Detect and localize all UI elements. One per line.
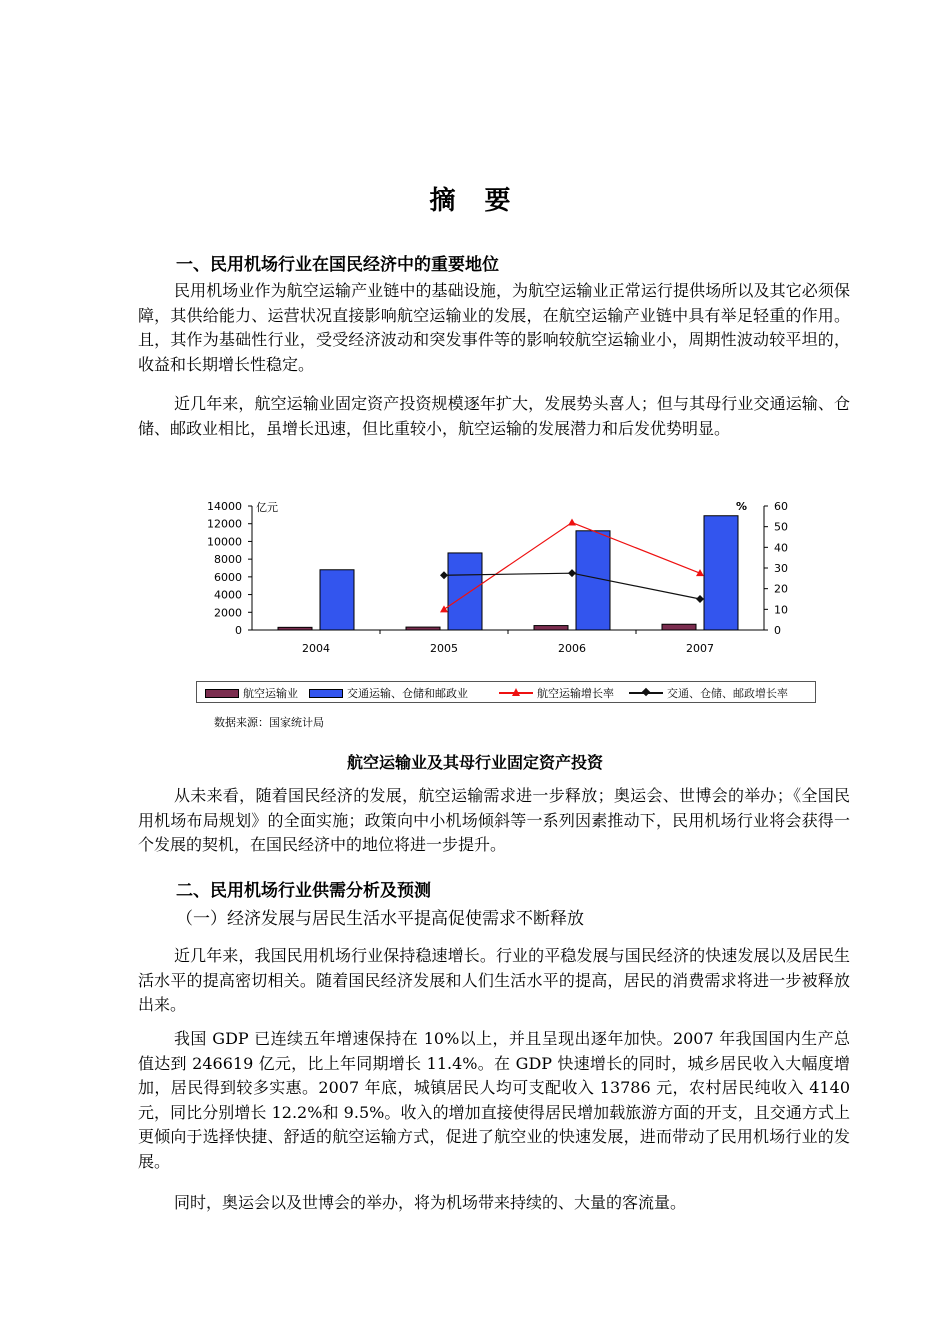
right-tick-label: 30: [774, 562, 788, 575]
bar-aviation: [534, 626, 568, 630]
legend-label-transport-growth: 交通、仓储、邮政增长率: [667, 687, 788, 700]
left-tick-label: 14000: [207, 500, 242, 513]
left-tick-label: 10000: [207, 535, 242, 549]
point-transport-growth: [568, 569, 576, 577]
point-aviation-growth: [440, 605, 448, 612]
legend-item-aviation-growth: [499, 685, 614, 701]
left-tick-label: 0: [235, 624, 242, 637]
section1-paragraph-1: 民用机场业作为航空运输产业链中的基础设施，为航空运输业正常运行提供场所以及其它必须保障，其供给能力、运营状况直接影响航空运输业的发展，在航空运输产业链中具有举足轻重的作用。且，其作为基础性行业，受受经济波动和突发事件等的影响较航空运输业小，周期性波动较平坦的，收益和长期增长性稳定。: [138, 281, 850, 374]
chart-legend: [196, 681, 816, 703]
section1-heading: 一、民用机场行业在国民经济中的重要地位: [176, 255, 499, 275]
section2-subheading: （一）经济发展与居民生活水平提高促使需求不断释放: [176, 909, 584, 929]
left-tick-label: 8000: [214, 553, 242, 567]
right-axis-unit: %: [736, 500, 748, 513]
outlook-paragraph: 从未来看，随着国民经济的发展，航空运输需求进一步释放；奥运会、世博会的举办；《全国民用机场布局规划》的全面实施；政策向中小机场倾斜等一系列因素推动下，民用机场行业将会获得一个发展的契机，在国民经济中的地位将进一步提升。: [138, 786, 850, 854]
section2-paragraph-1: 近几年来，我国民用机场行业保持稳速增长。行业的平稳发展与国民经济的快速发展以及居民生活水平的提高密切相关。随着国民经济发展和人们生活水平的提高，居民的消费需求将进一步被释放出来。: [138, 946, 850, 1014]
legend-swatch-aviation: [205, 689, 239, 698]
investment-chart: [196, 494, 796, 666]
section2-paragraph-3: 同时，奥运会以及世博会的举办，将为机场带来持续的、大量的客流量。: [174, 1193, 687, 1212]
legend-label-transport: 交通运输、仓储和邮政业: [347, 687, 468, 700]
bar-aviation: [406, 627, 440, 630]
x-tick-label: 2004: [302, 642, 330, 655]
left-axis-unit: 亿元: [256, 501, 278, 514]
page-title: 摘 要: [429, 186, 521, 216]
section2-paragraph-2: 我国 GDP 已连续五年增速保持在 10%以上，并且呈现出逐年加快。2007 年我国国内生产总值达到 246619 亿元，比上年同期增长 11.4%。在 GDP 快速增长的同时，城乡居民收入大幅度增加，居民得到较多实惠。2007 年底，城镇居民人均可支配收入 13786 元，农村居民纯收入 4140 元，同比分别增长 12.2%和 9.5%。收入的增加直接使得居民增加载旅游方面的开支，且交通方式上更倾向于选择快捷、舒适的航空运输方式，促进了航空业的快速发展，进而带动了民用机场行业的发展。: [138, 1029, 850, 1171]
bar-aviation: [662, 624, 696, 630]
left-tick-label: 2000: [214, 606, 242, 620]
right-tick-label: 20: [774, 582, 788, 596]
point-transport-growth: [440, 571, 448, 579]
x-tick-label: 2005: [430, 642, 458, 655]
point-transport-growth: [696, 595, 704, 603]
right-tick-label: 10: [774, 603, 788, 617]
left-tick-label: 12000: [207, 517, 242, 531]
legend-diamond-icon: [629, 687, 663, 699]
bar-transport: [448, 553, 482, 630]
point-aviation-growth: [568, 519, 576, 526]
bar-transport: [704, 516, 738, 630]
right-tick-label: 0: [774, 624, 781, 637]
right-tick-label: 60: [774, 500, 788, 513]
legend-label-aviation-growth: 航空运输增长率: [537, 687, 614, 700]
legend-swatch-transport: [309, 689, 343, 698]
bar-transport: [320, 570, 354, 630]
data-source: 数据来源：国家统计局: [214, 716, 324, 729]
legend-item-transport: [309, 685, 468, 701]
x-tick-label: 2007: [686, 642, 714, 655]
legend-item-aviation: [205, 685, 298, 701]
left-tick-label: 4000: [214, 588, 242, 602]
legend-item-transport-growth: [629, 685, 788, 701]
x-tick-label: 2006: [558, 642, 586, 655]
legend-label-aviation: 航空运输业: [243, 687, 298, 700]
right-tick-label: 40: [774, 541, 788, 555]
section2-heading: 二、民用机场行业供需分析及预测: [176, 881, 431, 901]
left-tick-label: 6000: [214, 570, 242, 584]
right-tick-label: 50: [774, 520, 788, 534]
chart-caption: 航空运输业及其母行业固定资产投资: [346, 753, 603, 772]
section1-paragraph-2: 近几年来，航空运输业固定资产投资规模逐年扩大，发展势头喜人；但与其母行业交通运输、仓储、邮政业相比，虽增长迅速，但比重较小，航空运输的发展潜力和后发优势明显。: [138, 394, 850, 438]
bar-aviation: [278, 627, 312, 630]
legend-triangle-icon: [499, 687, 533, 699]
